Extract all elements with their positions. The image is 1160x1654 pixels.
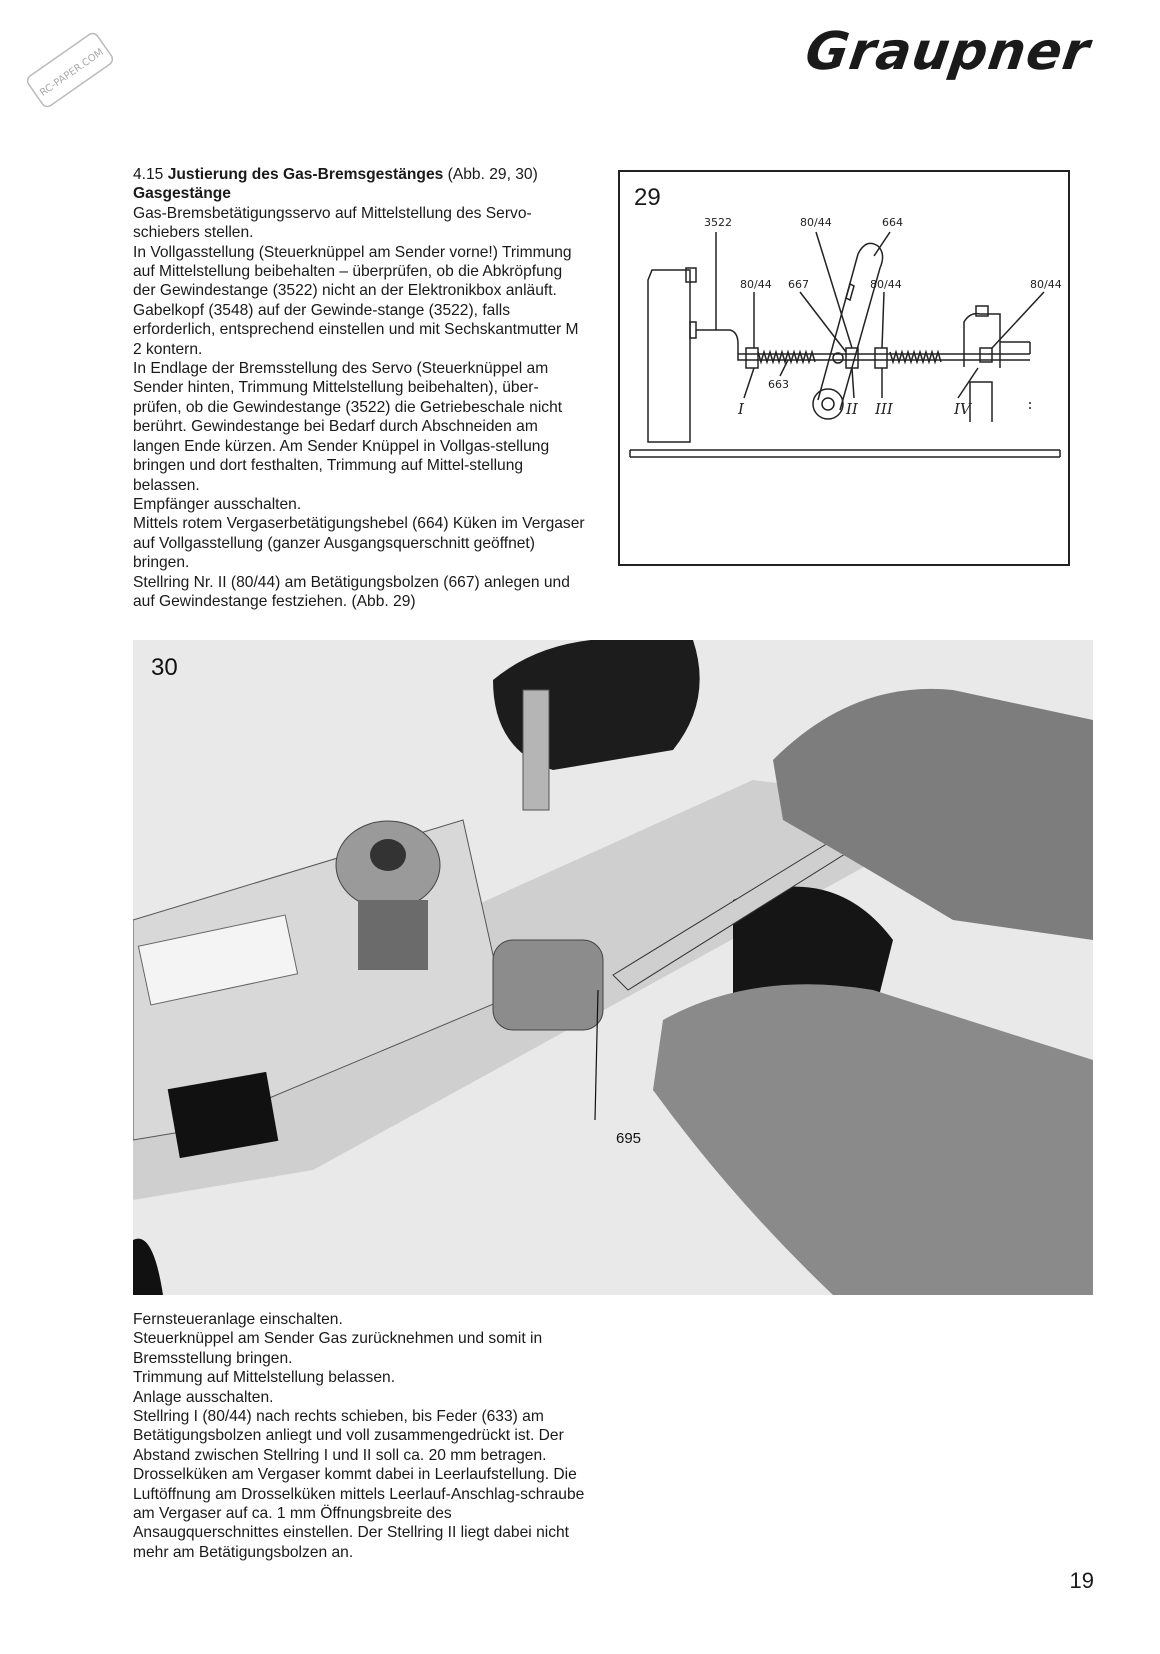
label-80-44: 80/44 — [800, 216, 832, 229]
label-roman-4: IV — [954, 400, 971, 418]
watermark-stamp — [20, 20, 120, 120]
paragraph: In Endlage der Bremsstellung des Servo (Steuerknüppel am Sender hinten, Trimmung Mittelstellung beibehalten), über-prüfen, ob die Gewindestange (3522) die Getriebeschale nicht berührt. Gewindestange bei Bedarf durch Abschneiden am langen Ende kürzen. Am Sender Knüppel in Vollgas-stellung bringen und dort festhalten, Trimmung auf Mittel-stellung belassen. — [133, 360, 563, 494]
section-ref: (Abb. 29, 30) — [447, 166, 538, 183]
paragraph: Stellring Nr. II (80/44) am Betätigungsbolzen (667) anlegen und auf Gewindestange festziehen. (Abb. 29) — [133, 573, 570, 610]
brand-logo: Graupner — [802, 22, 1095, 82]
label-80-44: 80/44 — [740, 278, 772, 291]
section-number: 4.15 — [133, 166, 164, 183]
section-text-bottom — [133, 1310, 585, 1562]
paragraph: Stellring I (80/44) nach rechts schieben, bis Feder (633) am Betätigungsbolzen anliegt und voll zusammengedrückt ist. Der Abstand zwischen Stellring I und II soll ca. 20 mm betragen. Drosselküken am Vergaser kommt dabei in Leerlaufstellung. Die Luftöffnung am Drosselküken mittels Leerlauf-Anschlag-schraube am Vergaser auf ca. 1 mm Öffnungsbreite des Ansaugquerschnittes einstellen. Der Stellring II liegt dabei nicht mehr am Betätigungsbolzen an. — [133, 1408, 585, 1561]
section-subtitle: Gasgestänge — [133, 185, 231, 203]
paragraph: In Vollgasstellung (Steuerknüppel am Sender vorne!) Trimmung auf Mittelstellung beibehalten – überprüfen, ob die Abkröpfung der Gewindestange (3522) nicht an der Elektronikbox anläuft. Gabelkopf (3548) auf der Gewinde-stange (3522), falls erforderlich, entsprechend einstellen und mit Sechskantmutter M 2 kontern. — [133, 243, 579, 358]
figure-30-photo — [133, 640, 1093, 1295]
paragraph: Steuerknüppel am Sender Gas zurücknehmen und somit in Bremsstellung bringen. — [133, 1330, 543, 1367]
label-roman-2: II — [846, 400, 858, 418]
photo-illustration — [133, 640, 1093, 1295]
label-80-44: 80/44 — [1030, 278, 1062, 291]
label-3522: 3522 — [704, 216, 732, 229]
paragraph: Empfänger ausschalten. — [133, 495, 302, 513]
label-695: 695 — [616, 1130, 642, 1147]
label-663: 663 — [768, 378, 789, 391]
label-664: 664 — [882, 216, 903, 229]
section-text-top — [133, 165, 585, 611]
paragraph: Anlage ausschalten. — [133, 1388, 274, 1406]
label-80-44: 80/44 — [870, 278, 902, 291]
figure-number: 30 — [151, 654, 178, 681]
figure-29 — [618, 170, 1070, 566]
paragraph: Mittels rotem Vergaserbetätigungshebel (664) Küken im Vergaser auf Vollgasstellung (ganzer Ausgangsquerschnitt geöffnet) bringen. — [133, 515, 585, 572]
paragraph: Gas-Bremsbetätigungsservo auf Mittelstellung des Servo-schiebers stellen. — [133, 204, 532, 242]
page-number: 19 — [1069, 1568, 1094, 1593]
section-heading — [133, 165, 585, 184]
section-title: Justierung des Gas-Bremsgestänges — [167, 166, 444, 183]
label-roman-3: III — [875, 400, 893, 418]
figure-number: 29 — [634, 184, 661, 211]
paragraph: Fernsteueranlage einschalten. — [133, 1311, 343, 1328]
watermark-text: RC-PAPER.COM — [38, 46, 106, 99]
figure-29-drawing — [620, 172, 1068, 564]
label-roman-1: I — [738, 400, 744, 418]
label-667: 667 — [788, 278, 809, 291]
paragraph: Trimmung auf Mittelstellung belassen. — [133, 1369, 396, 1387]
